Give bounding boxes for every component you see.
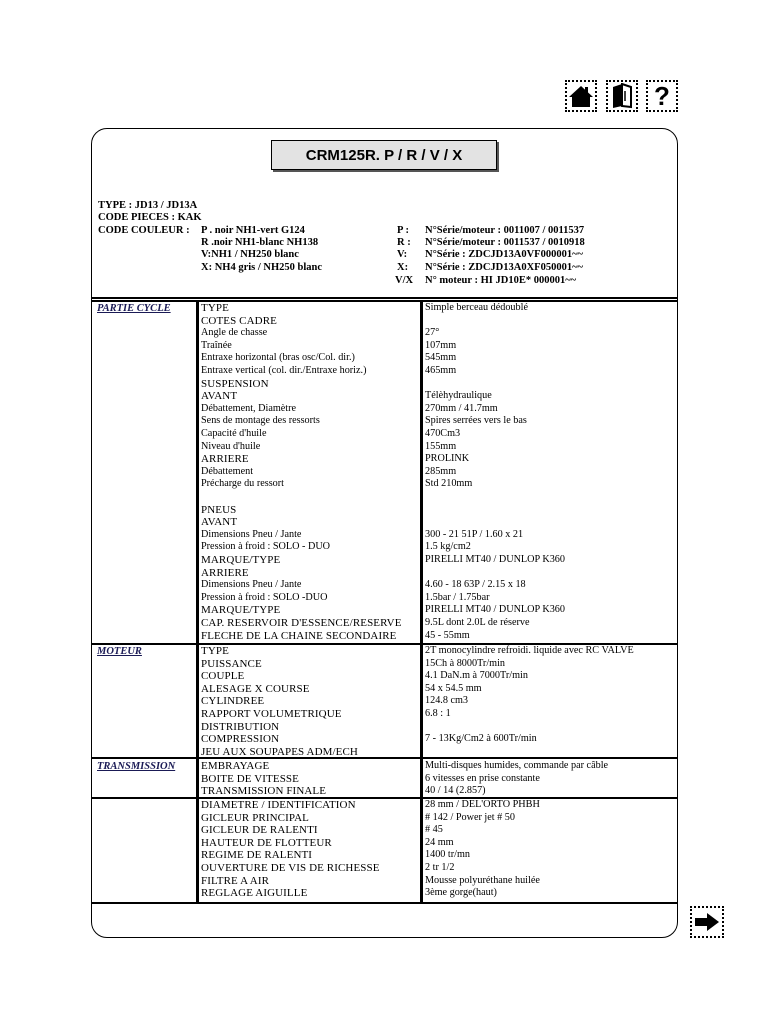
spec-value: 1400 tr/mn [425, 849, 470, 861]
column-divider [420, 300, 423, 902]
section-separator [92, 902, 677, 904]
code-pieces: CODE PIECES : KAK [98, 212, 202, 223]
spec-label: Entraxe horizontal (bras osc/Col. dir.) [201, 352, 355, 364]
spec-value: 300 - 21 51P / 1.60 x 21 [425, 528, 524, 540]
question-icon: ? [654, 81, 670, 111]
serial-key: P : [397, 225, 409, 236]
spec-label: Pression à froid : SOLO -DUO [201, 591, 328, 603]
spec-value: Télèhydraulique [425, 390, 492, 402]
serial-key: V/X [395, 275, 414, 286]
spec-value: # 142 / Power jet # 50 [425, 811, 515, 823]
spec-value: PROLINK [425, 453, 470, 465]
spec-label: GICLEUR DE RALENTI [201, 824, 318, 837]
spec-label: REGIME DE RALENTI [201, 849, 313, 862]
spec-value: 15Ch à 8000Tr/min [425, 657, 506, 669]
spec-label: DIAMETRE / IDENTIFICATION [201, 799, 356, 811]
spec-label: FILTRE A AIR [201, 874, 270, 887]
spec-value: 1.5bar / 1.75bar [425, 591, 490, 603]
spec-value: Multi-disques humides, commande par câble [425, 760, 609, 771]
spec-label: TRANSMISSION FINALE [201, 785, 327, 798]
spec-label: ARRIERE [201, 453, 249, 466]
section-label: PARTIE CYCLE [97, 303, 171, 314]
spec-label: Angle de chasse [201, 327, 268, 339]
spec-value: 2T monocylindre refroidi. liquide avec RC VALVE [425, 645, 634, 656]
page-title: CRM125R. P / R / V / X [271, 140, 497, 170]
spec-value: Simple berceau dédoublé [425, 302, 528, 313]
spec-value: 2 tr 1/2 [425, 862, 455, 873]
section-label: MOTEUR [97, 646, 142, 657]
spec-value: 6 vitesses en prise constante [425, 772, 540, 784]
spec-value: 4.1 DaN.m à 7000Tr/min [425, 670, 528, 682]
spec-label: GICLEUR PRINCIPAL [201, 811, 309, 824]
color-code: R .noir NH1-blanc NH138 [201, 237, 319, 248]
spec-label: AVANT [201, 516, 238, 529]
spec-label: REGLAGE AIGUILLE [201, 887, 308, 900]
spec-value: PIRELLI MT40 / DUNLOP K360 [425, 554, 565, 565]
spec-label: TYPE [201, 302, 229, 314]
spec-label: TYPE [201, 645, 229, 657]
spec-label: Débattement [201, 465, 254, 477]
spec-label: Entraxe vertical (col. dir./Entraxe horiz.) [201, 365, 367, 376]
spec-value: Std 210mm [425, 478, 473, 490]
spec-value: 7 - 13Kg/Cm2 à 600Tr/min [425, 733, 537, 745]
section-separator [92, 757, 677, 759]
spec-value: 1.5 kg/cm2 [425, 541, 471, 553]
spec-value: 40 / 14 (2.857) [425, 785, 486, 797]
spec-label: Dimensions Pneu / Jante [201, 579, 302, 591]
column-divider [196, 300, 199, 902]
spec-label: Pression à froid : SOLO - DUO [201, 541, 331, 553]
spec-label: PUISSANCE [201, 657, 262, 670]
spec-value: 27° [425, 327, 440, 339]
spec-label: CAP. RESERVOIR D'ESSENCE/RESERVE [201, 617, 402, 629]
spec-value: 270mm / 41.7mm [425, 402, 498, 414]
color-code: V:NH1 / NH250 blanc [201, 249, 299, 260]
spec-value: 465mm [425, 365, 457, 376]
document-frame [91, 128, 678, 938]
spec-label: Capacité d'huile [201, 428, 267, 439]
spec-label: RAPPORT VOLUMETRIQUE [201, 708, 342, 720]
next-page-button[interactable] [690, 906, 724, 938]
spec-label: HAUTEUR DE FLOTTEUR [201, 836, 332, 849]
serial-value: N°Série/moteur : 0011007 / 0011537 [425, 225, 585, 236]
serial-key: V: [397, 249, 408, 260]
spec-value: 285mm [425, 465, 457, 477]
home-button[interactable] [565, 80, 597, 112]
serial-value: N°Série : ZDCJD13A0VF000001~~ [425, 249, 584, 260]
section-separator [92, 297, 677, 299]
spec-value: 545mm [425, 352, 457, 364]
spec-value: 28 mm / DEL'ORTO PHBH [425, 799, 540, 810]
spec-label: COUPLE [201, 670, 245, 683]
spec-value: 155mm [425, 440, 457, 452]
section-label: TRANSMISSION [97, 761, 176, 772]
spec-label: DISTRIBUTION [201, 720, 280, 733]
arrow-right-icon [694, 912, 720, 932]
spec-value: 470Cm3 [425, 428, 461, 439]
spec-label: COMPRESSION [201, 733, 280, 746]
spec-label: ALESAGE X COURSE [201, 682, 310, 695]
spec-label: Sens de montage des ressorts [201, 415, 320, 427]
spec-label: OUVERTURE DE VIS DE RICHESSE [201, 862, 380, 874]
serial-key: X: [397, 262, 409, 273]
spec-label: PNEUS [201, 503, 237, 516]
section-separator [92, 300, 677, 302]
spec-value: 124.8 cm3 [425, 695, 469, 707]
spec-value: 3ème gorge(haut) [425, 887, 497, 899]
spec-value: 107mm [425, 339, 457, 351]
spec-label: Précharge du ressort [201, 478, 284, 490]
spec-label: EMBRAYAGE [201, 760, 270, 772]
serial-value: N° moteur : HI JD10E* 000001~~ [425, 275, 577, 286]
serial-value: N°Série : ZDCJD13A0XF050001~~ [425, 262, 584, 273]
color-code: P . noir NH1-vert G124 [201, 225, 305, 236]
spec-value: 4.60 - 18 63P / 2.15 x 18 [425, 579, 526, 591]
help-button[interactable] [646, 80, 678, 112]
spec-value: # 45 [425, 824, 443, 836]
type-line: TYPE : JD13 / JD13A [98, 200, 198, 211]
home-icon [568, 84, 594, 108]
spec-value: Mousse polyuréthane huilée [425, 874, 540, 886]
spec-label: ARRIERE [201, 566, 249, 579]
spec-label: MARQUE/TYPE [201, 604, 281, 617]
color-code: X: NH4 gris / NH250 blanc [201, 262, 323, 273]
spec-value: 24 mm [425, 836, 454, 848]
spec-label: CYLINDREE [201, 695, 265, 708]
section-separator [92, 797, 677, 799]
spec-value: 9.5L dont 2.0L de réserve [425, 617, 530, 628]
spec-value: PIRELLI MT40 / DUNLOP K360 [425, 604, 565, 616]
spec-label: BOITE DE VITESSE [201, 772, 299, 785]
spec-label: COTES CADRE [201, 314, 277, 327]
spec-label: FLECHE DE LA CHAINE SECONDAIRE [201, 629, 397, 642]
spec-label: Niveau d'huile [201, 440, 261, 452]
book-button[interactable] [606, 80, 638, 112]
spec-label: MARQUE/TYPE [201, 554, 281, 566]
spec-label: JEU AUX SOUPAPES ADM/ECH [201, 745, 358, 758]
serial-value: N°Série/moteur : 0011537 / 0010918 [425, 237, 585, 248]
spec-label: Débattement, Diamètre [201, 402, 297, 414]
spec-label: Dimensions Pneu / Jante [201, 528, 302, 540]
spec-value: 6.8 : 1 [425, 708, 451, 719]
spec-value: 45 - 55mm [425, 629, 470, 641]
serial-key: R : [397, 237, 411, 248]
spec-value: Spires serrées vers le bas [425, 415, 527, 427]
spec-value: 54 x 54.5 mm [425, 682, 482, 694]
book-icon [610, 83, 634, 109]
spec-label: Traînée [201, 339, 232, 351]
spec-label: AVANT [201, 390, 238, 403]
code-couleur-label: CODE COULEUR : [98, 225, 190, 236]
spec-label: SUSPENSION [201, 377, 269, 390]
